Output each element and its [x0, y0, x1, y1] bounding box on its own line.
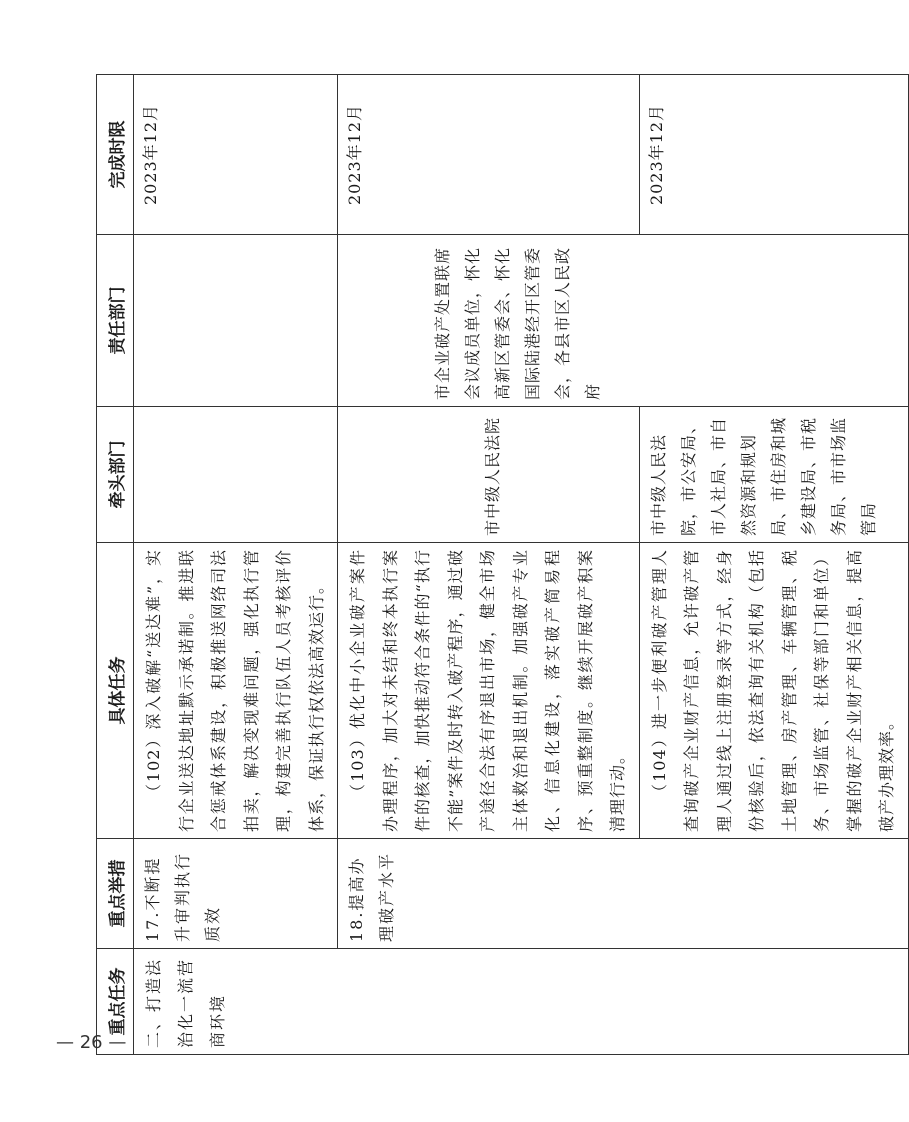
measure-cell: 18.提高办理破产水平	[338, 839, 909, 949]
lead-department-cell: 市中级人民法院，市公安局、市人社局、市自然资源和规划局、市住房和城乡建设局、市税务局、市市场监管局	[639, 407, 908, 543]
key-task-cell: 二、打造法治化一流营商环境	[134, 949, 909, 1055]
specific-task-text: （103）优化中小企业破产案件办理程序，加大对未结和终本执行案件的核查，加快推动符合条件的“执行不能”案件及时转入破产程序，通过破产途径合法有序退出市场，健全市场主体救治和退出机制。加强破产专业化、信息化建设，落实破产简易程序、预重整制度。继续开展破产积案清理行动。	[348, 549, 627, 832]
lead-department-cell: 市中级人民法院	[338, 407, 640, 543]
rotated-table-page	[96, 75, 896, 1055]
specific-task-text: （102）深入破解“送达难”，实行企业送达地址默示承诺制。推进联合惩戒体系建设，积极推送网络司法拍卖，解决变现难问题，强化执行管理，构建完善执行队伍人员考核评价体系，保证执行权依法高效运行。	[144, 549, 326, 832]
deadline-cell: 2023年12月	[134, 75, 338, 235]
header-specific-task: 具体任务	[97, 543, 134, 839]
table-row	[338, 75, 640, 1055]
specific-task-text: （104）进一步便利破产管理人查询破产企业财产信息，允许破产管理人通过线上注册登录等方式，经身份核验后，依法查询有关机构（包括土地管理、房产管理、车辆管理、税务、市场监管、社保等部门和单位）掌握的破产企业财产相关信息，提高破产办理效率。	[649, 549, 896, 832]
deadline-cell: 2023年12月	[639, 75, 908, 235]
page-number: — 26 —	[56, 1032, 127, 1053]
deadline-cell: 2023年12月	[338, 75, 640, 235]
responsible-department-cell: 市企业破产处置联席会议成员单位，怀化高新区管委会、怀化国际陆港经开区管委会，各县市区人民政府	[338, 235, 909, 407]
header-deadline: 完成时限	[97, 75, 134, 235]
header-key-task: 重点任务	[97, 949, 134, 1055]
measure-cell: 17.不断提升审判执行质效	[134, 839, 338, 949]
header-lead-department: 牵头部门	[97, 407, 134, 543]
header-responsible-department: 责任部门	[97, 235, 134, 407]
lead-department-cell	[134, 407, 338, 543]
specific-task-cell	[338, 543, 640, 839]
specific-task-cell	[639, 543, 908, 839]
header-key-measure: 重点举措	[97, 839, 134, 949]
table-header-row	[97, 75, 134, 1055]
task-table	[96, 74, 909, 1055]
responsible-department-cell	[134, 235, 338, 407]
specific-task-cell	[134, 543, 338, 839]
table-row	[134, 75, 338, 1055]
